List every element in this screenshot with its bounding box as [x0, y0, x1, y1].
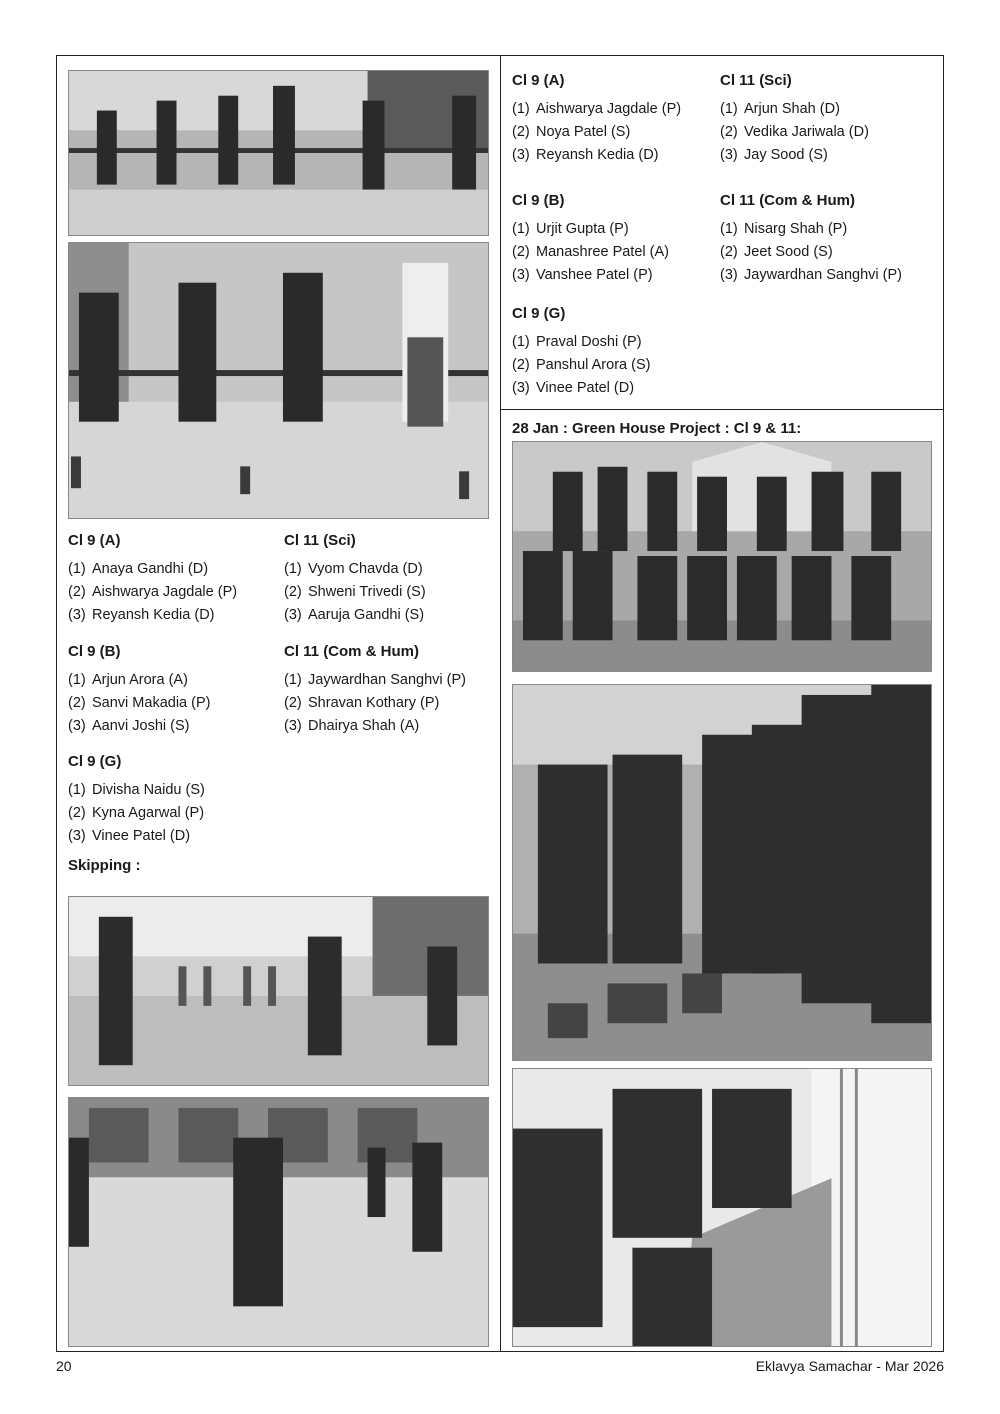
result-item: (3) Aaruja Gandhi (S) — [284, 607, 425, 623]
result-item: (3) Jaywardhan Sanghvi (P) — [720, 267, 902, 283]
result-item: (2) Aishwarya Jagdale (P) — [68, 584, 238, 600]
class-heading: Cl 9 (A) — [68, 532, 121, 549]
skipping-photo-1 — [68, 896, 489, 1086]
class-heading: Cl 11 (Sci) — [284, 532, 356, 549]
result-item: (3) Jay Sood (S) — [720, 147, 828, 163]
greenhouse-inside-photo — [512, 1068, 932, 1347]
result-item: (1) Aishwarya Jagdale (P) — [512, 101, 682, 117]
result-item: (3) Vinee Patel (D) — [512, 380, 635, 396]
left-result-cl9a — [68, 529, 237, 627]
result-item: (3) Vinee Patel (D) — [68, 828, 191, 844]
right-result-cl9g — [512, 302, 650, 400]
balance-photo-1 — [68, 70, 489, 236]
result-item: (2) Sanvi Makadia (P) — [68, 695, 211, 711]
result-item: (1) Jaywardhan Sanghvi (P) — [284, 672, 466, 688]
result-item: (1) Anaya Gandhi (D) — [68, 561, 209, 577]
column-divider — [500, 55, 501, 1352]
result-item: (2) Panshul Arora (S) — [512, 357, 651, 373]
result-item: (2) Manashree Patel (A) — [512, 244, 669, 260]
class-heading: Cl 9 (B) — [512, 192, 565, 209]
class-heading: Cl 11 (Com & Hum) — [720, 192, 856, 209]
result-item: (1) Arjun Shah (D) — [720, 101, 840, 117]
left-result-cl9b — [68, 640, 210, 738]
result-item: (2) Kyna Agarwal (P) — [68, 805, 205, 821]
result-item: (2) Vedika Jariwala (D) — [720, 124, 869, 140]
class-heading: Cl 11 (Sci) — [720, 72, 792, 89]
left-result-cl11sci — [284, 529, 426, 627]
right-result-cl11sci — [720, 69, 869, 167]
right-result-cl9a — [512, 69, 681, 167]
result-item: (1) Divisha Naidu (S) — [68, 782, 205, 798]
result-item: (3) Reyansh Kedia (D) — [512, 147, 659, 163]
page-number: 20 — [56, 1358, 72, 1374]
class-heading: Cl 11 (Com & Hum) — [284, 643, 420, 660]
result-item: (3) Reyansh Kedia (D) — [68, 607, 215, 623]
left-result-cl9g — [68, 750, 205, 848]
skipping-photo-2 — [68, 1097, 489, 1347]
result-item: (1) Urjit Gupta (P) — [512, 221, 629, 237]
result-item: (1) Vyom Chavda (D) — [284, 561, 423, 577]
result-item: (2) Shravan Kothary (P) — [284, 695, 440, 711]
result-item: (3) Dhairya Shah (A) — [284, 718, 420, 734]
right-result-cl11comhum — [720, 189, 902, 287]
balance-photo-2 — [68, 242, 489, 519]
greenhouse-title: 28 Jan : Green House Project : Cl 9 & 11: — [512, 420, 802, 437]
result-item: (1) Arjun Arora (A) — [68, 672, 188, 688]
class-heading: Cl 9 (G) — [512, 305, 566, 322]
result-item: (2) Shweni Trivedi (S) — [284, 584, 426, 600]
class-heading: Cl 9 (G) — [68, 753, 122, 770]
publication-name: Eklavya Samachar - Mar 2026 — [755, 1358, 944, 1374]
result-item: (1) Nisarg Shah (P) — [720, 221, 848, 237]
skipping-title: Skipping : — [68, 857, 141, 874]
class-heading: Cl 9 (B) — [68, 643, 121, 660]
right-result-cl9b — [512, 189, 669, 287]
left-result-cl11comhum — [284, 640, 466, 738]
result-item: (2) Jeet Sood (S) — [720, 244, 833, 260]
result-item: (1) Praval Doshi (P) — [512, 334, 642, 350]
greenhouse-plants-photo — [512, 684, 932, 1061]
result-item: (2) Noya Patel (S) — [512, 124, 631, 140]
right-section-divider — [500, 409, 944, 410]
greenhouse-group-photo — [512, 441, 932, 672]
result-item: (3) Aanvi Joshi (S) — [68, 718, 190, 734]
result-item: (3) Vanshee Patel (P) — [512, 267, 653, 283]
class-heading: Cl 9 (A) — [512, 72, 565, 89]
